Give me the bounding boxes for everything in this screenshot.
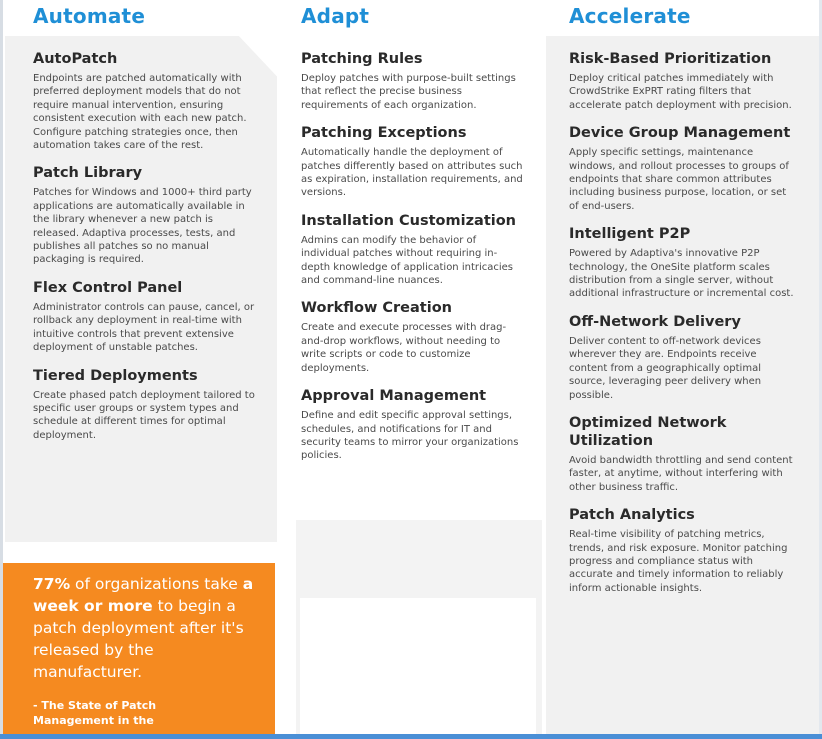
feature-description: Endpoints are patched automatically with preferred deployment models that do not require manual intervention, ensuring consistent execution with each new patch. Configure patching strategies once, then automation takes care of the rest. (33, 73, 247, 152)
feature-heading: Installation Customization (301, 212, 517, 229)
feature-item-patch-analytics (569, 506, 797, 595)
feature-item-flex-control-panel (33, 279, 258, 355)
feature-description: Create and execute processes with drag-and-drop workflows, without needing to write scripts or code to customize deployments. (301, 322, 507, 374)
feature-item-off-network-delivery (569, 313, 797, 402)
feature-heading: Risk-Based Prioritization (569, 51, 772, 67)
feature-heading: AutoPatch (33, 51, 118, 67)
frame-bottom-edge (0, 734, 822, 739)
feature-item-patching-rules (301, 50, 526, 112)
feature-description: Deploy critical patches immediately with CrowdStrike ExPRT rating filters that accelerate patch deployment with precision. (569, 73, 792, 111)
callout-stat: 77% (33, 575, 71, 593)
feature-heading: Flex Control Panel (33, 279, 183, 296)
feature-heading: Off-Network Delivery (569, 313, 741, 330)
feature-heading: Patching Exceptions (301, 125, 467, 142)
feature-item-tiered-deployments (33, 367, 258, 443)
feature-description: Patches for Windows and 1000+ third party applications are automatically available in the library whenever a new patch is released. Adaptiva processes, tests, and publishes all patches so no manual packaging is required. (33, 187, 252, 266)
feature-heading: Approval Management (301, 388, 487, 405)
feature-description: Administrator controls can pause, cancel, or rollback any deployment in real-time with intuitive controls that prevent extensive deployment of unstable patches. (33, 301, 255, 354)
feature-item-installation-customization (301, 212, 526, 288)
feature-item-patch-library (33, 164, 258, 266)
feature-item-optimized-network-utilization (569, 414, 797, 494)
feature-heading: Optimized Network Utilization (569, 414, 727, 449)
feature-description: Avoid bandwidth throttling and send content faster, at anytime, without interfering with other business traffic. (569, 454, 793, 493)
feature-description: Admins can modify the behavior of individual patches without requiring in-depth knowledge of application intricacies and command-line nuances. (301, 234, 514, 287)
feature-description: Automatically handle the deployment of patches differently based on attributes such as expiration, installation requirements, and versions. (301, 147, 523, 199)
feature-heading: Patch Library (33, 165, 143, 182)
callout-emphasis: a week or more (33, 575, 254, 615)
feature-description: Apply specific settings, maintenance windows, and rollout processes to groups of endpoints that share common attributes including business purpose, location, or set of end-users. (569, 147, 789, 212)
feature-item-workflow-creation (301, 299, 526, 375)
automate-column-title: Automate (33, 4, 146, 28)
feature-description: Create phased patch deployment tailored to specific user groups or system types and schedule at different times for optimal deployment. (33, 389, 255, 441)
callout-statement (33, 573, 258, 683)
callout-text-part-1: of organizations take (70, 575, 243, 593)
callout-citation: - The State of Patch Management in the (33, 699, 157, 727)
feature-item-intelligent-p2p (569, 225, 797, 301)
feature-description: Define and edit specific approval settings, schedules, and notifications for IT and security teams to mirror your organizations policies. (301, 410, 519, 462)
adapt-feature-list (301, 50, 526, 475)
feature-description: Deploy patches with purpose-built settings that reflect the precise business requirements of each organization. (301, 73, 516, 111)
feature-item-patching-exceptions (301, 124, 526, 200)
feature-description: Powered by Adaptiva's innovative P2P technology, the OneSite platform scales distribution from a single server, without additional infrastructure or incremental cost. (569, 248, 794, 300)
feature-item-device-group-management (569, 124, 797, 213)
feature-description: Deliver content to off-network devices wherever they are. Endpoints receive content from a geographically optimal source, leveraging peer delivery when possible. (569, 335, 762, 401)
callout-text-part-2: to begin a patch deployment after it's released by the manufacturer. (33, 597, 244, 681)
feature-heading: Device Group Management (569, 125, 791, 142)
accelerate-feature-list (569, 50, 797, 607)
accelerate-column-title: Accelerate (569, 4, 691, 28)
feature-item-approval-management (301, 387, 526, 463)
feature-heading: Workflow Creation (301, 300, 452, 317)
feature-item-autopatch (33, 50, 258, 152)
feature-description: Real-time visibility of patching metrics, trends, and risk exposure. Monitor patching progress and compliance status with accurate and timely information to reliably inform actionable insights. (569, 529, 788, 594)
feature-heading: Patching Rules (301, 51, 423, 67)
feature-heading: Intelligent P2P (569, 226, 691, 243)
feature-heading: Tiered Deployments (33, 367, 198, 384)
statistic-callout (3, 563, 275, 739)
adapt-column-title: Adapt (301, 4, 370, 28)
feature-item-risk-based-prioritization (569, 50, 797, 112)
feature-heading: Patch Analytics (569, 507, 695, 524)
blank-image-placeholder (300, 598, 536, 736)
automate-feature-list (33, 50, 258, 454)
